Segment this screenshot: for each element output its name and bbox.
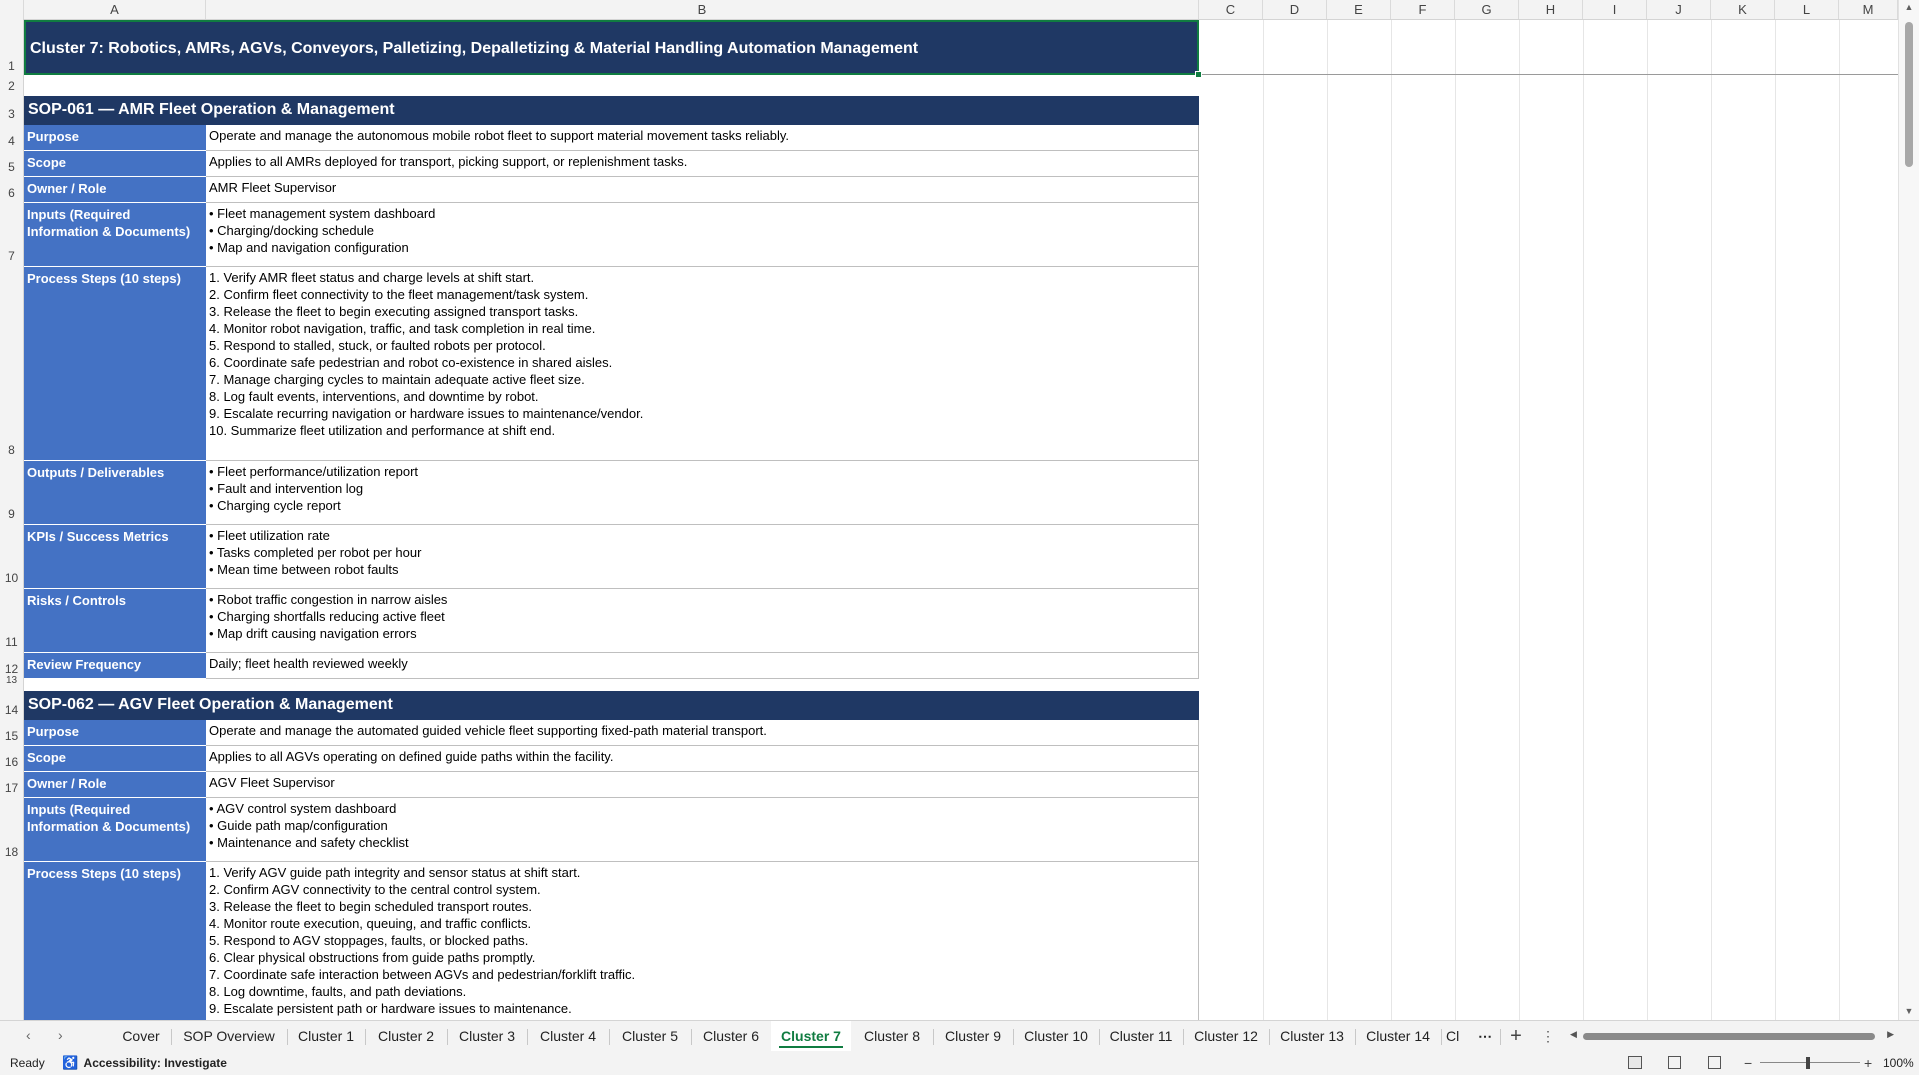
sop-061-scope-row xyxy=(24,151,1199,177)
sop-061-purpose-row xyxy=(24,125,1199,151)
steps-value[interactable] xyxy=(206,267,1199,461)
row-number[interactable]: 18 xyxy=(4,845,19,859)
tab-cluster-3[interactable]: Cluster 3 xyxy=(458,1028,516,1044)
steps-label[interactable]: Process Steps (10 steps) xyxy=(24,267,206,461)
list-item: 4. Monitor robot navigation, traffic, and task completion in real time. xyxy=(209,321,596,336)
column-header-l[interactable]: L xyxy=(1775,0,1839,19)
vertical-scroll-thumb[interactable] xyxy=(1905,22,1913,167)
sop-061-title[interactable]: SOP-061 — AMR Fleet Operation & Management xyxy=(24,96,1199,125)
list-item: 5. Respond to stalled, stuck, or faulted robots per protocol. xyxy=(209,338,546,353)
row-number[interactable]: 14 xyxy=(4,703,19,717)
normal-view-icon[interactable] xyxy=(1628,1056,1642,1069)
column-header-g[interactable]: G xyxy=(1455,0,1519,19)
list-item: • Fleet performance/utilization report xyxy=(209,464,419,479)
scope-label[interactable]: Scope xyxy=(24,746,206,772)
row-number[interactable]: 3 xyxy=(8,107,15,121)
steps-value[interactable] xyxy=(206,862,1199,1020)
sop-061-steps-row xyxy=(24,267,1199,461)
worksheet-grid[interactable] xyxy=(24,20,1898,1020)
column-header-d[interactable]: D xyxy=(1263,0,1327,19)
list-item: • Fault and intervention log xyxy=(209,481,364,496)
inputs-value[interactable] xyxy=(206,798,1199,862)
outputs-label[interactable]: Outputs / Deliverables xyxy=(24,461,206,525)
list-item: 10. Summarize fleet utilization and performance at shift end. xyxy=(209,423,556,438)
tab-cluster-1[interactable]: Cluster 1 xyxy=(297,1028,355,1044)
row-1-bottom-border xyxy=(1199,74,1898,75)
cluster-banner-cell[interactable]: Cluster 7: Robotics, AMRs, AGVs, Conveyors, Palletizing, Depalletizing & Material Handling Automation Management xyxy=(24,20,1199,75)
list-item: 2. Confirm AGV connectivity to the central control system. xyxy=(209,882,541,897)
list-item: 2. Confirm fleet connectivity to the fleet management/task system. xyxy=(209,287,589,302)
add-sheet-icon[interactable]: + xyxy=(1510,1025,1522,1047)
column-header-b[interactable]: B xyxy=(206,0,1199,19)
purpose-value[interactable]: Operate and manage the autonomous mobile robot fleet to support material movement tasks reliably. xyxy=(206,125,1199,151)
column-header-c[interactable]: C xyxy=(1199,0,1263,19)
row-number[interactable]: 16 xyxy=(4,755,19,769)
list-item: 1. Verify AGV guide path integrity and sensor status at shift start. xyxy=(209,865,581,880)
sop-061-kpis-row xyxy=(24,525,1199,589)
column-header-f[interactable]: F xyxy=(1391,0,1455,19)
row-number[interactable]: 1 xyxy=(8,59,15,73)
tab-cluster-13[interactable]: Cluster 13 xyxy=(1280,1028,1344,1044)
more-sheets-icon[interactable]: ⋯ xyxy=(1478,1028,1492,1044)
list-item: • Robot traffic congestion in narrow aisles xyxy=(209,592,448,607)
next-sheet-icon[interactable]: › xyxy=(58,1027,63,1043)
vertical-scrollbar[interactable] xyxy=(1898,0,1919,1020)
list-item: 1. Verify AMR fleet status and charge levels at shift start. xyxy=(209,270,535,285)
row-number[interactable]: 15 xyxy=(4,729,19,743)
tab-cluster-15-partial[interactable]: Cl xyxy=(1446,1028,1460,1044)
scroll-right-icon[interactable]: ▶ xyxy=(1887,1029,1894,1039)
row-number[interactable]: 7 xyxy=(8,249,15,263)
list-item: • Charging shortfalls reducing active fleet xyxy=(209,609,445,624)
scroll-left-icon[interactable]: ◀ xyxy=(1570,1029,1577,1039)
list-item: • Guide path map/configuration xyxy=(209,818,388,833)
list-item: • Fleet management system dashboard xyxy=(209,206,436,221)
outputs-value[interactable] xyxy=(206,461,1199,525)
row-number[interactable]: 2 xyxy=(8,79,15,93)
accessibility-icon: ♿ xyxy=(62,1055,79,1070)
column-header-m[interactable]: M xyxy=(1839,0,1898,19)
tab-cluster-5[interactable]: Cluster 5 xyxy=(621,1028,679,1044)
list-item: • Maintenance and safety checklist xyxy=(209,835,409,850)
sop-062-title[interactable]: SOP-062 — AGV Fleet Operation & Management xyxy=(24,691,1199,720)
accessibility-status[interactable] xyxy=(62,1051,227,1075)
owner-value[interactable]: AGV Fleet Supervisor xyxy=(206,772,1199,798)
row-number[interactable]: 5 xyxy=(8,160,15,174)
purpose-value[interactable]: Operate and manage the automated guided vehicle fleet supporting fixed-path material transport. xyxy=(206,720,1199,746)
page-break-preview-icon[interactable] xyxy=(1708,1056,1721,1069)
sop-062-scope-row xyxy=(24,746,1199,772)
tab-cluster-9[interactable]: Cluster 9 xyxy=(944,1028,1002,1044)
sop-061-risks-row xyxy=(24,589,1199,653)
column-header-bar xyxy=(0,0,1898,20)
sop-061-outputs-row xyxy=(24,461,1199,525)
kpis-value[interactable] xyxy=(206,525,1199,589)
zoom-out-icon[interactable]: − xyxy=(1744,1055,1753,1071)
owner-value[interactable]: AMR Fleet Supervisor xyxy=(206,177,1199,203)
row-number[interactable]: 8 xyxy=(8,443,15,457)
sop-062-owner-row xyxy=(24,772,1199,798)
tab-cluster-14[interactable]: Cluster 14 xyxy=(1366,1028,1430,1044)
ready-status: Ready xyxy=(10,1056,45,1070)
column-header-e[interactable]: E xyxy=(1327,0,1391,19)
list-item: • AGV control system dashboard xyxy=(209,801,397,816)
risks-value[interactable] xyxy=(206,589,1199,653)
horizontal-scroll-thumb[interactable] xyxy=(1583,1033,1875,1040)
fill-handle[interactable] xyxy=(1195,71,1202,78)
column-header-a[interactable]: A xyxy=(24,0,206,19)
tab-sop-overview[interactable]: SOP Overview xyxy=(183,1028,275,1044)
purpose-label[interactable]: Purpose xyxy=(24,720,206,746)
column-header-k[interactable]: K xyxy=(1711,0,1775,19)
sop-062-purpose-row xyxy=(24,720,1199,746)
list-item: 7. Manage charging cycles to maintain adequate active fleet size. xyxy=(209,372,585,387)
tab-cover[interactable]: Cover xyxy=(122,1028,160,1044)
zoom-level[interactable]: 100% xyxy=(1883,1056,1914,1070)
list-item: • Mean time between robot faults xyxy=(209,562,399,577)
list-item: • Map and navigation configuration xyxy=(209,240,409,255)
owner-label[interactable]: Owner / Role xyxy=(24,177,206,203)
tab-cluster-4[interactable]: Cluster 4 xyxy=(539,1028,597,1044)
zoom-in-icon[interactable]: + xyxy=(1864,1055,1873,1071)
review-label[interactable]: Review Frequency xyxy=(24,653,206,679)
scope-label[interactable]: Scope xyxy=(24,151,206,177)
row-number[interactable]: 9 xyxy=(8,507,15,521)
zoom-slider-track[interactable] xyxy=(1760,1062,1860,1063)
select-all-corner[interactable] xyxy=(0,0,24,19)
list-item: • Tasks completed per robot per hour xyxy=(209,545,422,560)
purpose-label[interactable]: Purpose xyxy=(24,125,206,151)
tab-cluster-10[interactable]: Cluster 10 xyxy=(1024,1028,1088,1044)
list-item: 6. Clear physical obstructions from guide paths promptly. xyxy=(209,950,536,965)
column-header-j[interactable]: J xyxy=(1647,0,1711,19)
inputs-value[interactable] xyxy=(206,203,1199,267)
column-header-i[interactable]: I xyxy=(1583,0,1647,19)
list-item: 3. Release the fleet to begin scheduled transport routes. xyxy=(209,899,533,914)
kpis-label[interactable]: KPIs / Success Metrics xyxy=(24,525,206,589)
scope-value[interactable]: Applies to all AMRs deployed for transport, picking support, or replenishment tasks. xyxy=(206,151,1199,177)
scroll-up-icon[interactable]: ▲ xyxy=(1904,2,1914,12)
tab-cluster-11[interactable]: Cluster 11 xyxy=(1109,1028,1173,1044)
row-number[interactable]: 4 xyxy=(8,134,15,148)
status-bar xyxy=(0,1051,1919,1075)
sop-061-inputs-row xyxy=(24,203,1199,267)
tab-cluster-12[interactable]: Cluster 12 xyxy=(1194,1028,1258,1044)
inputs-label[interactable]: Inputs (Required Information & Documents) xyxy=(24,798,206,862)
row-number[interactable]: 12 xyxy=(4,662,19,676)
sop-061-review-row xyxy=(24,653,1199,679)
list-item: • Charging cycle report xyxy=(209,498,341,513)
tab-cluster-7[interactable]: Cluster 7 xyxy=(771,1021,851,1051)
sop-062-inputs-row xyxy=(24,798,1199,862)
tab-cluster-6[interactable]: Cluster 6 xyxy=(702,1028,760,1044)
list-item: 3. Release the fleet to begin executing assigned transport tasks. xyxy=(209,304,579,319)
prev-sheet-icon[interactable]: ‹ xyxy=(26,1027,31,1043)
list-item: 8. Log fault events, interventions, and downtime by robot. xyxy=(209,389,539,404)
owner-label[interactable]: Owner / Role xyxy=(24,772,206,798)
list-item: • Fleet utilization rate xyxy=(209,528,330,543)
list-item: 8. Log downtime, faults, and path deviations. xyxy=(209,984,467,999)
list-item: • Map drift causing navigation errors xyxy=(209,626,417,641)
row-number[interactable]: 13 xyxy=(5,675,18,686)
horizontal-scrollbar[interactable] xyxy=(1570,1029,1894,1043)
scroll-down-icon[interactable]: ▼ xyxy=(1904,1006,1914,1016)
risks-label[interactable]: Risks / Controls xyxy=(24,589,206,653)
steps-label[interactable]: Process Steps (10 steps) xyxy=(24,862,206,1020)
tab-cluster-2[interactable]: Cluster 2 xyxy=(377,1028,435,1044)
list-item: 5. Respond to AGV stoppages, faults, or blocked paths. xyxy=(209,933,529,948)
row-number[interactable]: 6 xyxy=(8,186,15,200)
list-item: 6. Coordinate safe pedestrian and robot co-existence in shared aisles. xyxy=(209,355,613,370)
tab-cluster-8[interactable]: Cluster 8 xyxy=(863,1028,921,1044)
row-number[interactable]: 11 xyxy=(5,635,18,649)
list-item: 9. Escalate recurring navigation or hardware issues to maintenance/vendor. xyxy=(209,406,644,421)
sheet-tab-bar xyxy=(0,1020,1919,1051)
accessibility-label: Accessibility: Investigate xyxy=(83,1056,227,1070)
column-header-h[interactable]: H xyxy=(1519,0,1583,19)
list-item: 4. Monitor route execution, queuing, and traffic conflicts. xyxy=(209,916,532,931)
row-header-bar xyxy=(0,19,24,1020)
review-value[interactable]: Daily; fleet health reviewed weekly xyxy=(206,653,1199,679)
list-item: 7. Coordinate safe interaction between AGVs and pedestrian/forklift traffic. xyxy=(209,967,636,982)
page-layout-view-icon[interactable] xyxy=(1668,1056,1681,1069)
list-item: • Charging/docking schedule xyxy=(209,223,374,238)
tab-options-icon[interactable]: ⋮ xyxy=(1541,1028,1555,1044)
zoom-slider-thumb[interactable] xyxy=(1806,1057,1810,1069)
sop-062-steps-row xyxy=(24,862,1199,1020)
inputs-label[interactable]: Inputs (Required Information & Documents) xyxy=(24,203,206,267)
sop-061-owner-row xyxy=(24,177,1199,203)
scope-value[interactable]: Applies to all AGVs operating on defined guide paths within the facility. xyxy=(206,746,1199,772)
row-number[interactable]: 10 xyxy=(4,571,19,585)
list-item: 9. Escalate persistent path or hardware issues to maintenance. xyxy=(209,1001,572,1016)
row-number[interactable]: 17 xyxy=(4,781,19,795)
